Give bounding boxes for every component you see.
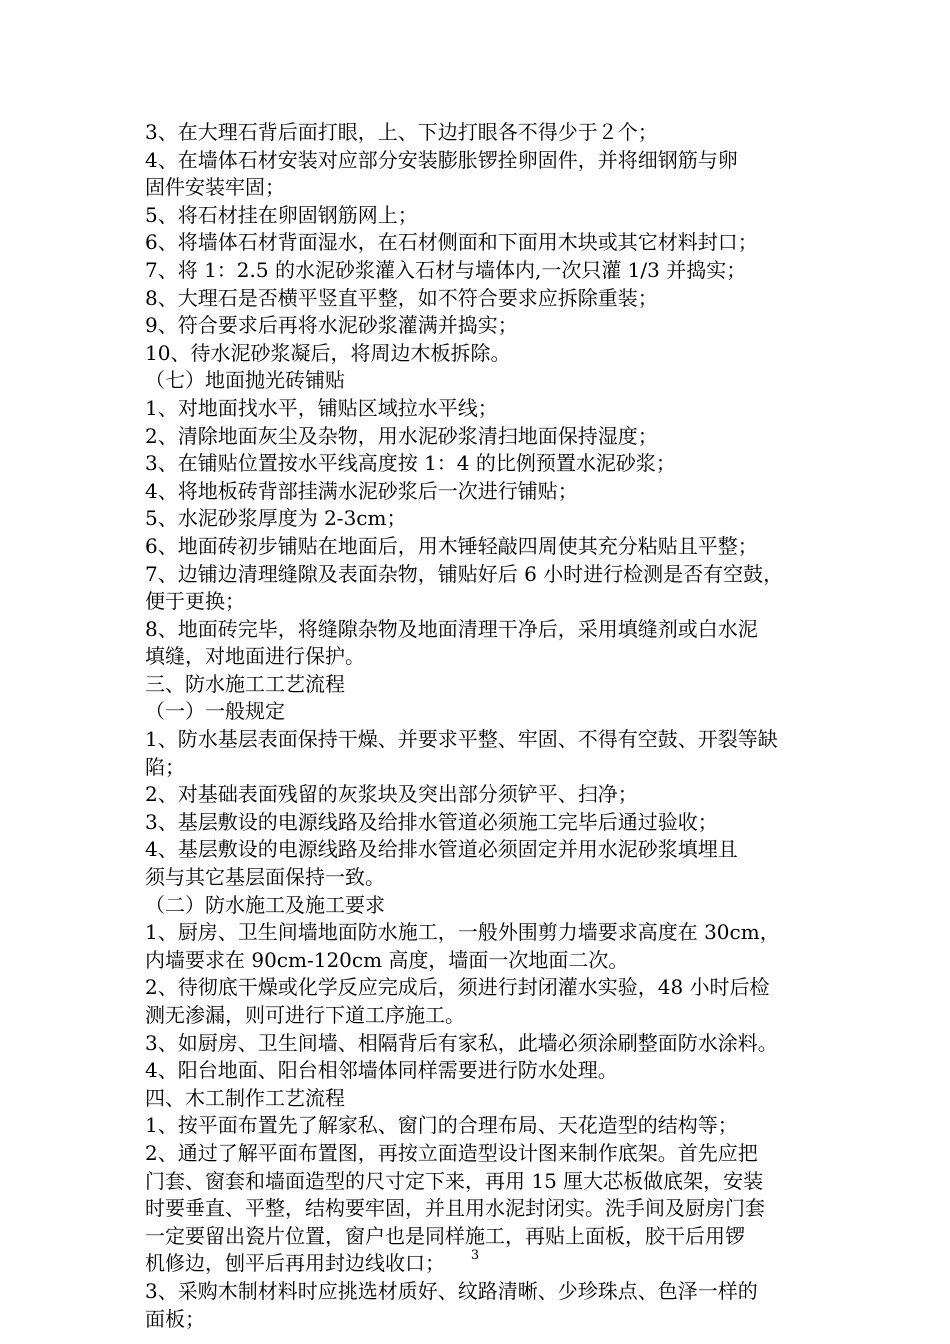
text-line: 4、基层敷设的电源线路及给排水管道必须固定并用水泥砂浆填埋且 bbox=[145, 837, 738, 862]
text-line: 4、将地板砖背部挂满水泥砂浆后一次进行铺贴； bbox=[145, 478, 578, 503]
text-line: 6、地面砖初步铺贴在地面后，用木锤轻敲四周使其充分粘贴且平整； bbox=[145, 533, 758, 558]
text-line: 时要垂直、平整，结构要牢固，并且用水泥封闭实。洗手间及厨房门套 bbox=[145, 1196, 765, 1221]
text-line: 1、厨房、卫生间墙地面防水施工，一般外围剪力墙要求高度在 30cm， bbox=[145, 920, 780, 945]
text-line: 1、按平面布置先了解家私、窗门的合理布局、天花造型的结构等； bbox=[145, 1113, 738, 1138]
text-line: 内墙要求在 90cm-120cm 高度，墙面一次地面二次。 bbox=[145, 947, 629, 972]
text-line: 4、在墙体石材安装对应部分安装膨胀锣拴卵固件，并将细钢筋与卵 bbox=[145, 147, 738, 172]
text-line: 3、在大理石背后面打眼，上、下边打眼各不得少于２个； bbox=[145, 120, 658, 144]
text-line: 2、清除地面灰尘及杂物，用水泥砂浆清扫地面保持湿度； bbox=[145, 423, 658, 448]
text-line: （一）一般规定 bbox=[145, 699, 285, 724]
text-line: 2、待彻底干燥或化学反应完成后，须进行封闭灌水实验，48 小时后检 bbox=[145, 975, 770, 1000]
text-line: 10、待水泥砂浆凝后，将周边木板拆除。 bbox=[145, 340, 511, 365]
text-line: 5、将石材挂在卵固钢筋网上； bbox=[145, 202, 418, 227]
body-text bbox=[145, 119, 835, 1333]
text-line: （二）防水施工及施工要求 bbox=[145, 892, 385, 917]
text-line: 四、木工制作工艺流程 bbox=[145, 1085, 345, 1110]
text-line: 固件安装牢固； bbox=[145, 175, 285, 200]
text-line: 3、采购木制材料时应挑选材质好、纹路清晰、少珍珠点、色泽一样的 bbox=[145, 1278, 758, 1303]
text-line: 3、在铺贴位置按水平线高度按 1：4 的比例预置水泥砂浆； bbox=[145, 451, 676, 476]
text-line: 2、对基础表面残留的灰浆块及突出部分须铲平、扫净； bbox=[145, 782, 638, 807]
text-line: 1、对地面找水平，铺贴区域拉水平线； bbox=[145, 395, 498, 420]
text-line: 机修边，刨平后再用封边线收口； bbox=[145, 1251, 445, 1276]
text-line: 面板； bbox=[145, 1306, 205, 1331]
text-line: 3、如厨房、卫生间墙、相隔背后有家私，此墙必须涂刷整面防水涂料。 bbox=[145, 1030, 778, 1055]
page-number: 3 bbox=[470, 1248, 480, 1263]
text-line: 测无渗漏，则可进行下道工序施工。 bbox=[145, 1003, 465, 1027]
text-line: 7、将 1：2.5 的水泥砂浆灌入石材与墙体内,一次只灌 1/3 并捣实； bbox=[145, 257, 747, 282]
text-line: 三、防水施工工艺流程 bbox=[145, 671, 345, 696]
text-line: 门套、窗套和墙面造型的尺寸定下来，再用 15 厘大芯板做底架，安装 bbox=[145, 1168, 764, 1193]
text-line: 陷； bbox=[145, 754, 185, 779]
text-line: 8、大理石是否横平竖直平整，如不符合要求应拆除重装； bbox=[145, 285, 658, 310]
text-line: 8、地面砖完毕，将缝隙杂物及地面清理干净后，采用填缝剂或白水泥 bbox=[145, 616, 758, 641]
text-line: 3、基层敷设的电源线路及给排水管道必须施工完毕后通过验收； bbox=[145, 809, 718, 834]
text-line: 2、通过了解平面布置图，再按立面造型设计图来制作底架。首先应把 bbox=[145, 1140, 758, 1165]
text-line: 6、将墙体石材背面湿水，在石材侧面和下面用木块或其它材料封口； bbox=[145, 230, 758, 255]
text-line: 一定要留出瓷片位置，窗户也是同样施工，再贴上面板，胶干后用锣 bbox=[145, 1223, 745, 1248]
text-line: 便于更换； bbox=[145, 589, 245, 614]
text-line: 5、水泥砂浆厚度为 2-3cm； bbox=[145, 506, 407, 531]
text-line: （七）地面抛光砖铺贴 bbox=[145, 368, 345, 393]
text-line: 4、阳台地面、阳台相邻墙体同样需要进行防水处理。 bbox=[145, 1058, 618, 1083]
text-line: 须与其它基层面保持一致。 bbox=[145, 865, 385, 890]
text-line: 7、边铺边清理缝隙及表面杂物，铺贴好后 6 小时进行检测是否有空鼓， bbox=[145, 561, 784, 586]
text-line: 9、符合要求后再将水泥砂浆灌满并捣实； bbox=[145, 313, 518, 338]
text-line: 填缝，对地面进行保护。 bbox=[145, 644, 365, 669]
text-line: 1、防水基层表面保持干燥、并要求平整、牢固、不得有空鼓、开裂等缺 bbox=[145, 727, 778, 752]
